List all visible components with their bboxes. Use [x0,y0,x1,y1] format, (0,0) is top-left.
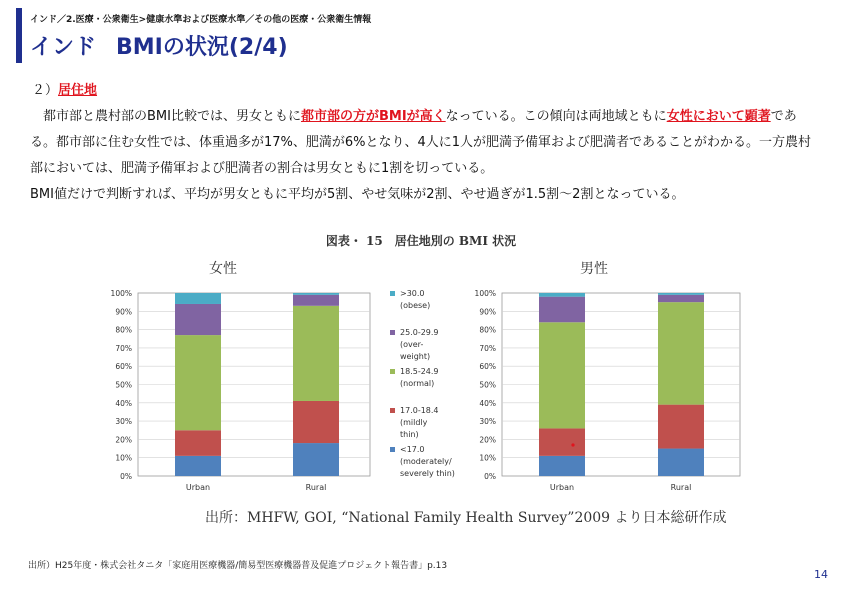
body-text-2: なっている。この傾向は両地域ともに [445,109,667,124]
bar-segment [175,456,221,476]
bar-segment [539,428,585,455]
legend-label: 17.0-18.4 [400,406,439,415]
footnote: 出所）H25年度・株式会社タニタ「家庭用医療機器/簡易型医療機器普及促進プロジェクト報告書」p.13 [28,561,448,571]
bar-segment [293,401,339,443]
y-tick-label: 70% [479,343,496,353]
section-number: ２） [32,83,59,98]
section-heading [32,79,97,98]
y-tick-label: 30% [479,417,496,427]
y-tick-label: 20% [479,435,496,445]
legend-swatch [390,408,395,413]
chart-title-female: 女性 [209,261,237,277]
plot-frame [138,293,370,476]
legend-label: severely thin) [400,469,455,478]
red-dot-marker [571,443,574,446]
highlight-women-notable: 女性において顕著 [666,109,771,124]
bar-segment [658,405,704,449]
page-title [30,30,288,61]
bar-segment [539,456,585,476]
y-tick-label: 60% [115,362,132,372]
y-tick-label: 40% [115,398,132,408]
legend-swatch [390,369,395,374]
body-text-4: BMI値だけで判断すれば、平均が男女ともに平均が5割、やせ気味が2割、やせ過ぎが1.5割〜2割となっている。 [30,187,685,202]
y-tick-label: 80% [479,325,496,335]
page-number: 14 [814,568,828,581]
y-tick-label: 60% [479,362,496,372]
figure-source: 出所：MHFW, GOI, “National Family Health Survey”2009 より日本総研作成 [205,510,727,526]
bar-segment [175,335,221,430]
legend-swatch [390,291,395,296]
bar-segment [293,443,339,476]
page-title-country: インド [30,35,97,60]
legend-label: weight) [400,352,431,361]
legend-label: (obese) [400,301,431,310]
y-tick-label: 40% [479,398,496,408]
legend-label: 18.5-24.9 [400,367,439,376]
body-text-3: である。都市部に住む女性では、体重過多が17%、肥満が6%となり、4人に1人が肥満予備軍および肥満者であることがわかる。一方農村部においては、肥満予備軍および肥満者の割合は男女ともに1割を切っている。 [30,109,812,176]
legend-label: <17.0 [400,445,425,454]
bar-segment [658,295,704,302]
legend-label: >30.0 [400,289,425,298]
x-tick-label: Rural [305,483,327,492]
legend-label: thin) [400,430,419,439]
breadcrumb: インド／2.医療・公衆衛生>健康水準および医療水準／その他の医療・公衆衛生情報 [30,15,372,25]
bar-segment [539,293,585,297]
y-tick-label: 30% [115,417,132,427]
header-accent-bar [16,8,22,63]
y-tick-label: 20% [115,435,132,445]
plot-frame [502,293,740,476]
bar-segment [293,293,339,295]
y-tick-label: 0% [120,472,132,481]
bar-segment [293,295,339,306]
body-paragraph [30,104,820,208]
bar-segment [175,430,221,456]
bar-segment [658,449,704,476]
bar-segment [658,302,704,404]
y-tick-label: 100% [110,289,132,298]
y-tick-label: 90% [115,307,132,317]
legend-swatch [390,330,395,335]
legend-swatch [390,447,395,452]
y-tick-label: 80% [115,325,132,335]
legend-label: (moderately/ [400,457,452,466]
page-title-topic: BMIの状況(2/4) [116,35,288,60]
highlight-urban-higher: 都市部の方がBMIが高く [300,109,446,124]
bar-segment [175,293,221,304]
figure-title: 図表・ 15 居住地別の BMI 状況 [325,234,517,248]
body-text-1: 都市部と農村部のBMI比較では、男女ともに [30,109,301,124]
y-tick-label: 50% [479,380,496,390]
y-tick-label: 100% [474,289,496,298]
y-tick-label: 70% [115,343,132,353]
bar-segment [539,322,585,428]
bar-segment [658,293,704,295]
legend-label: 25.0-29.9 [400,328,439,337]
x-tick-label: Urban [549,483,575,492]
legend-label: (over- [400,340,424,349]
y-tick-label: 10% [115,453,132,463]
x-tick-label: Rural [670,483,692,492]
bar-segment [539,297,585,323]
y-tick-label: 0% [484,472,496,481]
chart-title-male: 男性 [580,261,608,277]
y-tick-label: 50% [115,380,132,390]
y-tick-label: 90% [479,307,496,317]
x-tick-label: Urban [185,483,211,492]
bar-segment [175,304,221,335]
y-tick-label: 10% [479,453,496,463]
legend-label: (mildly [400,418,428,427]
bar-segment [293,306,339,401]
section-title: 居住地 [58,83,98,98]
legend-label: (normal) [400,379,435,388]
